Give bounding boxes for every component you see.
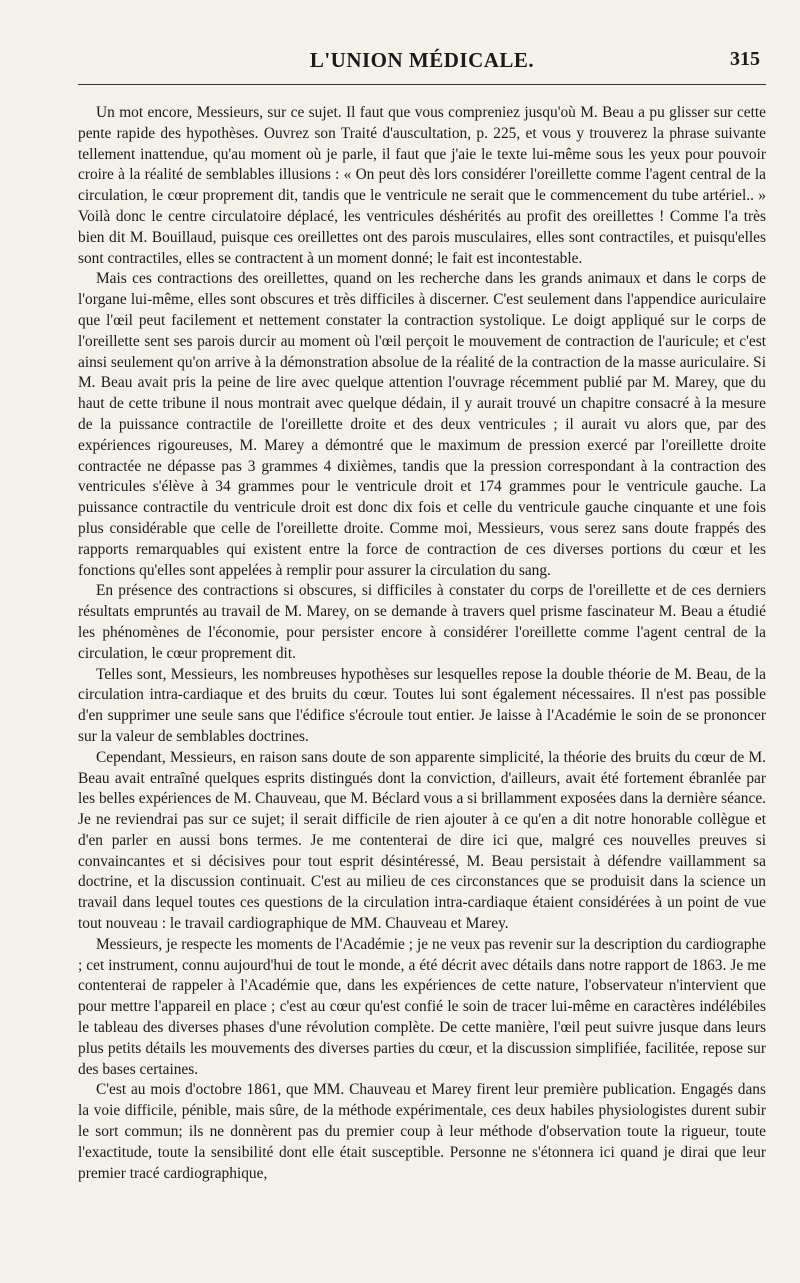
paragraph-3: En présence des contractions si obscures, si difficiles à constater du corps de l'oreillette et de ces derniers résultats empruntés au travail de M. Marey, on se demande à travers quel prisme fascinateur M. Beau a étudié les phénomènes de l'économie, pour persister encore à considérer l'oreillette comme l'agent central de la circulation, le cœur proprement dit. bbox=[78, 582, 766, 662]
page-header bbox=[78, 42, 766, 85]
paragraph-7: C'est au mois d'octobre 1861, que MM. Chauveau et Marey firent leur première publication. Engagés dans la voie difficile, pénible, mais sûre, de la méthode expérimentale, ces deux habiles physiologistes durent subir le sort commun; ils ne donnèrent pas du premier coup à leur méthode d'observation toute la rigueur, toute l'exactitude, toute la sensibilité dont elle était susceptible. Personne ne s'étonnera ici quand je dirai que leur premier tracé cardiographique, bbox=[78, 1081, 766, 1182]
paragraph-4: Telles sont, Messieurs, les nombreuses hypothèses sur lesquelles repose la double théorie de M. Beau, de la circulation intra-cardiaque et des bruits du cœur. Toutes lui sont également nécessaires. Il n'est pas possible d'en supprimer une seule sans que l'édifice s'écroule tout entier. Je laisse à l'Académie le soin de se prononcer sur la valeur de semblables doctrines. bbox=[78, 665, 766, 745]
paragraph-5: Cependant, Messieurs, en raison sans doute de son apparente simplicité, la théorie des bruits du cœur de M. Beau avait entraîné quelques esprits distingués dont la conviction, d'ailleurs, avait été fortement ébranlée par les belles expériences de M. Chauveau, que M. Béclard vous a si brillamment exposées dans la dernière séance. Je ne reviendrai pas sur ce sujet; il serait difficile de rien ajouter à ce qu'en a dit notre honorable collègue et d'en parler en aussi bons termes. Je me contenterai de dire ici que, malgré ces nouvelles preuves si convaincantes et si décisives pour tout esprit désintéressé, M. Beau persistait à défendre vaillamment sa doctrine, et la discussion continuait. C'est au milieu de ces circonstances que se produisit dans la science un travail dans lequel toutes ces questions de la circulation intra-cardiaque étaient considérées à un point de vue tout nouveau : le travail cardiographique de MM. Chauveau et Marey. bbox=[78, 748, 766, 933]
paragraph-6: Messieurs, je respecte les moments de l'Académie ; je ne veux pas revenir sur la description du cardiographe ; cet instrument, connu aujourd'hui de tout le monde, a été décrit avec détails dans notre rapport de 1863. Je me contenterai de rappeler à l'Académie que, dans les expériences de cette nature, l'observateur n'intervient que pour mettre l'appareil en place ; c'est au cœur qu'est confié le soin de tracer lui-même en caractères indélébiles le tableau des diverses phases d'une révolution complète. De cette manière, l'œil peut suivre jusque dans leurs plus petits détails les mouvements des diverses parties du cœur, et la discussion simplifiée, facilitée, repose sur des bases certaines. bbox=[78, 935, 766, 1078]
running-title: L'UNION MÉDICALE. bbox=[309, 48, 535, 72]
paragraph-2: Mais ces contractions des oreillettes, quand on les recherche dans les grands animaux et dans le corps de l'organe lui-même, elles sont obscures et très difficiles à discerner. C'est seulement dans l'appendice auriculaire que l'œil peut facilement et nettement constater la contraction systolique. Le doigt appliqué sur le corps de l'oreillette sent ses parois durcir au moment où l'œil perçoit le mouvement de contraction de l'auricule; et c'est ainsi seulement qu'on arrive à la démonstration absolue de la réalité de la contraction de la masse auriculaire. Si M. Beau avait pris la peine de lire avec quelque attention l'ouvrage récemment publié par M. Marey, que du haut de cette tribune il nous montrait avec quelque dédain, il y aurait trouvé un chapitre consacré à la mesure de la puissance contractile de l'oreillette droite et des deux ventricules ; il aurait vu alors que, par des expériences rigoureuses, M. Marey a démontré que le maximum de pression exercé par l'oreillette droite contractée ne dépasse pas 3 grammes 4 dixièmes, tandis que la pression correspondant à la contraction des ventricules s'élève à 34 grammes pour le ventricule droit et 174 grammes pour le ventricule gauche. La puissance contractile du ventricule droit est donc dix fois et celle du ventricule gauche cinquante et une fois plus considérable que celle de l'oreillette droite. Comme moi, Messieurs, vous serez sans doute frappés des rapports remarquables qui existent entre la force de contraction de ces diverses portions du cœur et les fonctions qu'elles sont appelées à remplir pour assurer la circulation du sang. bbox=[78, 270, 766, 579]
paragraph-1: Un mot encore, Messieurs, sur ce sujet. Il faut que vous compreniez jusqu'où M. Beau a pu glisser sur cette pente rapide des hypothèses. Ouvrez son Traité d'auscultation, p. 225, et vous y trouverez la phrase suivante tellement inattendue, qu'au moment où je parle, il faut que j'aie le texte lui-même sous les yeux pour pouvoir croire à la réalité de semblables illusions : « On peut dès lors considérer l'oreillette comme l'agent central de la circulation, le cœur proprement dit, tandis que le ventricule ne serait que le commencement du tube artériel.. » Voilà donc le centre circulatoire déplacé, les ventricules déshérités au profit des oreillettes ! Comme l'a très bien dit M. Bouillaud, puisque ces oreillettes ont des parois musculaires, elles sont contractiles, et puisqu'elles sont contractiles, elles se contractent à un moment donné; le fait est incontestable. bbox=[78, 104, 766, 267]
article-body bbox=[78, 103, 766, 1184]
page-number: 315 bbox=[730, 48, 760, 70]
